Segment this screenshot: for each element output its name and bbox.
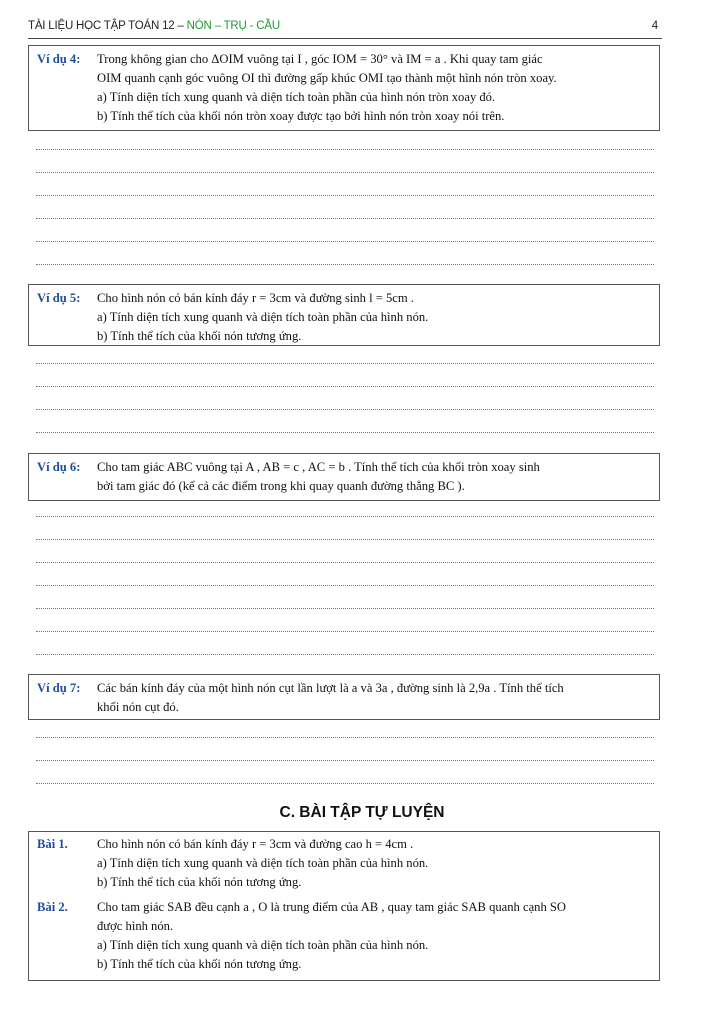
answer-line bbox=[36, 217, 654, 219]
document-title: TÀI LIỆU HỌC TẬP TOÁN 12 – bbox=[28, 20, 187, 32]
answer-line bbox=[36, 515, 654, 517]
page-header bbox=[28, 20, 662, 39]
question-b: b) Tính thể tích của khối nón tương ứng. bbox=[97, 957, 302, 971]
answer-line bbox=[36, 538, 654, 540]
example-text: Trong không gian cho ΔOIM vuông tại I , góc IOM = 30° và IM = a . Khi quay tam giác bbox=[97, 52, 543, 66]
example-text: Các bán kính đáy của một hình nón cụt lần lượt là a và 3a , đường sinh là 2,9a . Tính thể tích bbox=[97, 681, 564, 695]
answer-line bbox=[36, 782, 654, 784]
question-a: a) Tính diện tích xung quanh và diện tích toàn phần của hình nón. bbox=[97, 310, 429, 324]
example-label: Ví dụ 6: bbox=[37, 460, 81, 474]
answer-line bbox=[36, 408, 654, 410]
question-a: a) Tính diện tích xung quanh và diện tích toàn phần của hình nón. bbox=[97, 938, 429, 952]
answer-line bbox=[36, 759, 654, 761]
answer-line bbox=[36, 431, 654, 433]
exercise-text: Cho hình nón có bán kính đáy r = 3cm và đường cao h = 4cm . bbox=[97, 837, 414, 851]
example-text: Cho hình nón có bán kính đáy r = 3cm và đường sinh l = 5cm . bbox=[97, 291, 414, 305]
answer-line bbox=[36, 362, 654, 364]
answer-line bbox=[36, 584, 654, 586]
example-5-box bbox=[28, 284, 660, 346]
answer-line bbox=[36, 194, 654, 196]
example-text: Cho tam giác ABC vuông tại A , AB = c , AC = b . Tính thể tích của khối tròn xoay sinh bbox=[97, 460, 540, 474]
example-label: Ví dụ 7: bbox=[37, 681, 81, 695]
example-7-box bbox=[28, 674, 660, 720]
exercise-text-cont: được hình nón. bbox=[97, 919, 174, 933]
example-label: Ví dụ 5: bbox=[37, 291, 81, 305]
example-text-cont: bởi tam giác đó (kể cả các điểm trong khi quay quanh đường thẳng BC ). bbox=[97, 479, 465, 493]
answer-line bbox=[36, 240, 654, 242]
example-label: Ví dụ 4: bbox=[37, 52, 81, 66]
question-a: a) Tính diện tích xung quanh và diện tích toàn phần của hình nón. bbox=[97, 856, 429, 870]
answer-line bbox=[36, 607, 654, 609]
page-number: 4 bbox=[651, 20, 658, 32]
exercise-label: Bài 2. bbox=[37, 900, 68, 914]
exercises-box bbox=[28, 831, 660, 981]
answer-line bbox=[36, 736, 654, 738]
question-b: b) Tính thể tích của khối nón tương ứng. bbox=[97, 329, 302, 343]
topic-title: NÓN – TRỤ - CẦU bbox=[186, 20, 280, 32]
answer-line bbox=[36, 561, 654, 563]
exercise-text: Cho tam giác SAB đều cạnh a , O là trung điểm của AB , quay tam giác SAB quanh cạnh SO bbox=[97, 900, 567, 914]
section-heading: C. BÀI TẬP TỰ LUYỆN bbox=[279, 804, 445, 821]
exercise-label: Bài 1. bbox=[37, 837, 68, 851]
answer-line bbox=[36, 171, 654, 173]
question-b: b) Tính thể tích của khối nón tròn xoay được tạo bởi hình nón tròn xoay nói trên. bbox=[97, 109, 505, 123]
answer-line bbox=[36, 385, 654, 387]
answer-line bbox=[36, 148, 654, 150]
example-6-box bbox=[28, 453, 660, 501]
example-text-cont: OIM quanh cạnh góc vuông OI thì đường gấp khúc OMI tạo thành một hình nón tròn xoay. bbox=[97, 71, 557, 85]
example-text-cont: khối nón cụt đó. bbox=[97, 700, 179, 714]
example-4-box bbox=[28, 45, 660, 131]
answer-line bbox=[36, 653, 654, 655]
question-b: b) Tính thể tích của khối nón tương ứng. bbox=[97, 875, 302, 889]
answer-line bbox=[36, 263, 654, 265]
question-a: a) Tính diện tích xung quanh và diện tích toàn phần của hình nón tròn xoay đó. bbox=[97, 90, 496, 104]
answer-line bbox=[36, 630, 654, 632]
